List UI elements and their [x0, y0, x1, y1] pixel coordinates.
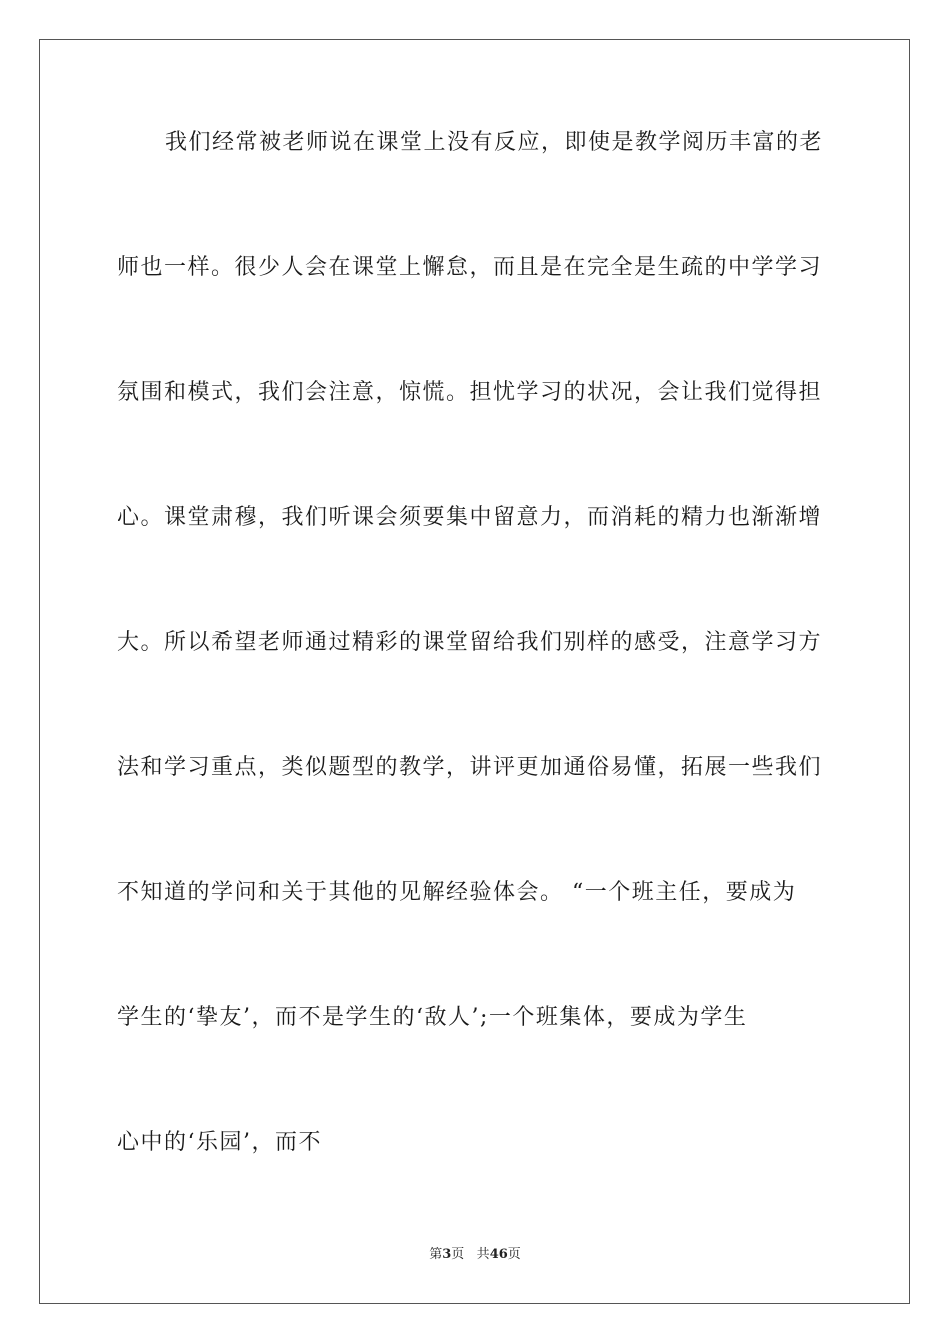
- page-border: [39, 39, 910, 1304]
- footer-total-suffix: 页: [507, 1247, 521, 1262]
- text-line-7: 不知道的学问和关于其他的见解经验体会。 “一个班主任，要成为: [117, 880, 797, 905]
- text-line-8: 学生的‘挚友’，而不是学生的‘敌人’;一个班集体，要成为学生: [117, 1005, 748, 1030]
- footer-page-suffix: 页: [451, 1247, 465, 1262]
- text-line-9: 心中的‘乐园’，而不: [117, 1130, 322, 1155]
- text-line-3: 氛围和模式，我们会注意，惊慌。担忧学习的状况，会让我们觉得担: [117, 380, 823, 405]
- footer-total-pages: 46: [489, 1247, 508, 1262]
- page-footer: [0, 1247, 950, 1263]
- footer-prefix: 第: [429, 1247, 443, 1262]
- text-line-1: 我们经常被老师说在课堂上没有反应，即使是教学阅历丰富的老: [165, 130, 824, 155]
- text-line-5: 大。所以希望老师通过精彩的课堂留给我们别样的感受，注意学习方: [117, 630, 823, 655]
- text-line-4: 心。课堂肃穆，我们听课会须要集中留意力，而消耗的精力也渐渐增: [117, 505, 823, 530]
- footer-page-number: 3: [442, 1247, 452, 1262]
- footer-total-prefix: 共: [476, 1247, 490, 1262]
- text-line-6: 法和学习重点，类似题型的教学，讲评更加通俗易懂，拓展一些我们: [117, 755, 823, 780]
- text-line-2: 师也一样。很少人会在课堂上懈怠，而且是在完全是生疏的中学学习: [117, 255, 823, 280]
